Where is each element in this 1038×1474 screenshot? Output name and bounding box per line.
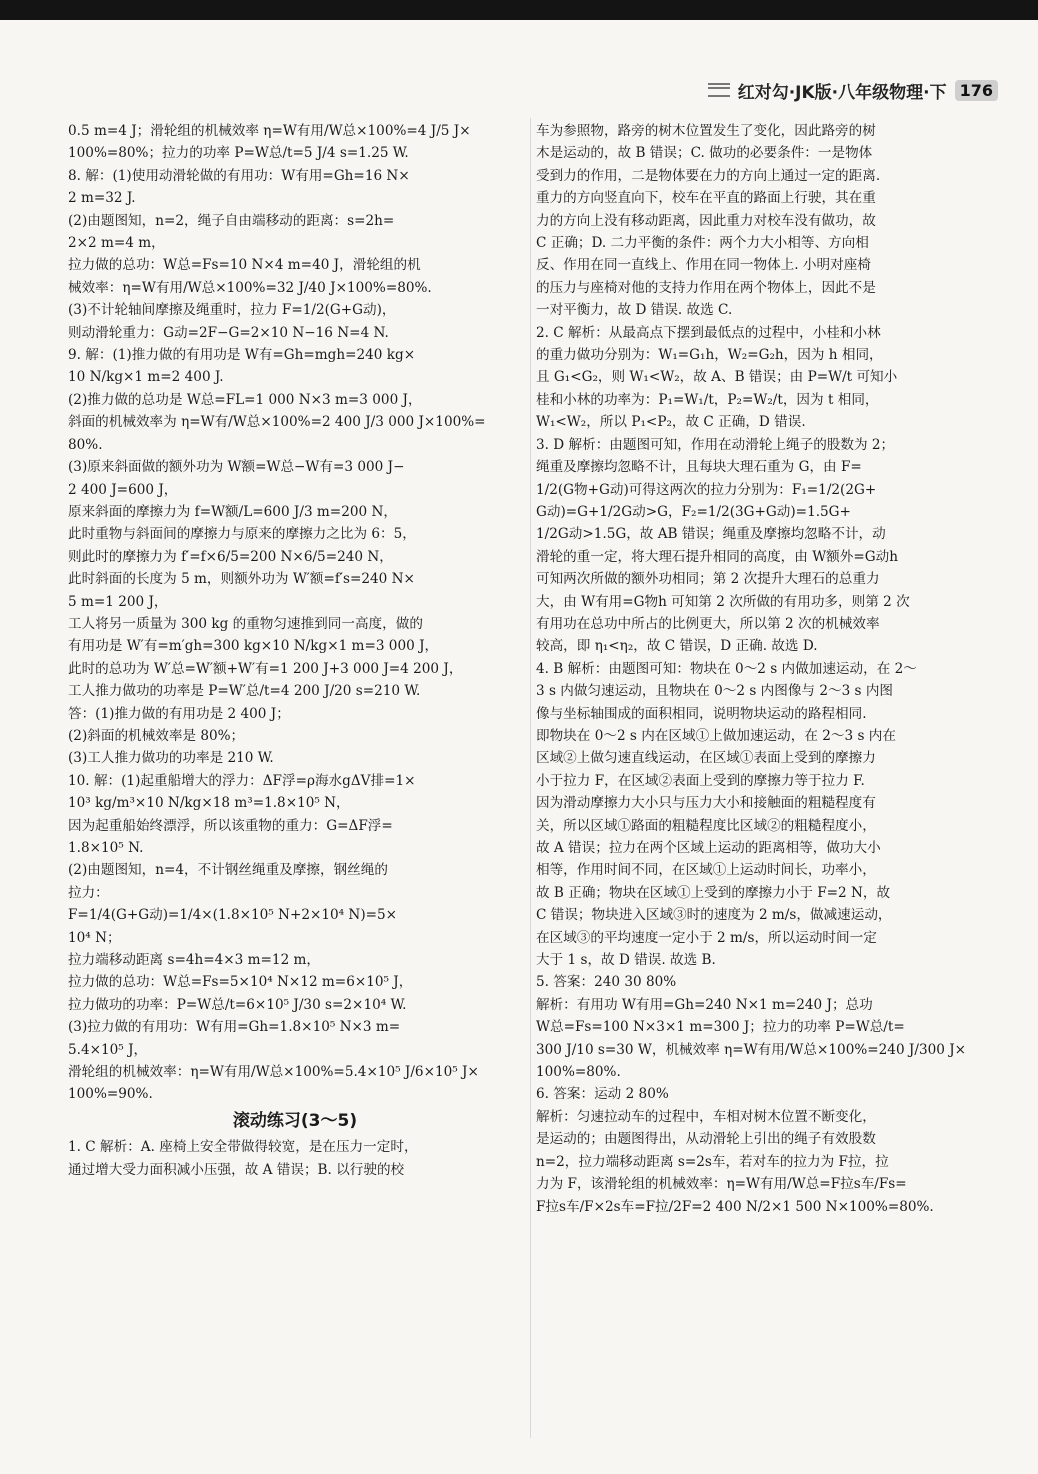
text-line: 的压力与座椅对他的支持力作用在两个物体上，因此不是 <box>536 279 876 296</box>
text-line: 100%=80%. <box>536 1064 621 1081</box>
text-line: 此时斜面的长度为 5 m，则额外功为 W′额=f′s=240 N× <box>68 571 415 588</box>
text-line: 80%. <box>68 436 103 453</box>
text-line: 此时重物与斜面间的摩擦力与原来的摩擦力之比为 6：5， <box>68 526 416 543</box>
text-line: 4. B 解析：由题图可知：物块在 0～2 s 内做加速运动，在 2～ <box>536 660 917 677</box>
text-line: 2. C 解析：从最高点下摆到最低点的过程中，小桂和小林 <box>536 324 881 341</box>
header-decoration-icon <box>708 83 730 97</box>
text-line: (2)推力做的总功是 W总=FL=1 000 N×3 m=3 000 J， <box>68 391 422 408</box>
text-line: 较高，即 η₁<η₂，故 C 错误，D 正确. 故选 D. <box>536 638 818 655</box>
text-line: 0.5 m=4 J；滑轮组的机械效率 η=W有用/W总×100%=4 J/5 J× <box>68 123 471 139</box>
text-line: 是运动的；由题图得出，从动滑轮上引出的绳子有效股数 <box>536 1131 876 1148</box>
text-line: (3)拉力做的有用功：W有用=Gh=1.8×10⁵ N×3 m= <box>68 1019 401 1036</box>
text-line: G动)=G+1/2G动>G，F₂=1/2(3G+G动)=1.5G+ <box>536 503 851 520</box>
text-line: 1. C 解析：A. 座椅上安全带做得较宽，是在压力一定时， <box>68 1139 418 1156</box>
text-line: 有用功是 W′有=m′gh=300 kg×10 N/kg×1 m=3 000 J， <box>68 638 439 655</box>
text-line: 因为滑动摩擦力大小只与压力大小和接触面的粗糙程度有 <box>536 795 876 812</box>
text-line: 解析：匀速拉动车的过程中，车相对树木位置不断变化， <box>536 1108 876 1125</box>
text-line: 滑轮组的机械效率：η=W有用/W总×100%=5.4×10⁵ J/6×10⁵ J× <box>68 1064 479 1081</box>
text-line: 10³ kg/m³×10 N/kg×18 m³=1.8×10⁵ N， <box>68 795 350 812</box>
text-line: 大，由 W有用=G物h 可知第 2 次所做的有用功多，则第 2 次 <box>536 593 910 610</box>
text-line: 可知两次所做的额外功相同；第 2 次提升大理石的总重力 <box>536 571 880 588</box>
text-line: 工人将另一质量为 300 kg 的重物匀速推到同一高度，做的 <box>68 615 423 632</box>
text-line: 1/2G动>1.5G，故 AB 错误；绳重及摩擦均忽略不计，动 <box>536 526 886 543</box>
text-line: n=2，拉力端移动距离 s=2s车，若对车的拉力为 F拉，拉 <box>536 1153 889 1170</box>
text-line: 故 A 错误；拉力在两个区域上运动的距离相等，做功大小 <box>536 840 881 856</box>
text-line: 100%=80%；拉力的功率 P=W总/t=5 J/4 s=1.25 W. <box>68 145 409 162</box>
text-line: 拉力端移动距离 s=4h=4×3 m=12 m， <box>68 952 321 969</box>
text-line: 力为 F，该滑轮组的机械效率：η=W有用/W总=F拉s车/Fs= <box>536 1176 907 1193</box>
text-line: 拉力做的总功：W总=Fs=5×10⁴ N×12 m=6×10⁵ J， <box>68 974 413 991</box>
text-line: (2)斜面的机械效率是 80%； <box>68 727 245 744</box>
text-line: (3)不计轮轴间摩擦及绳重时，拉力 F=1/2(G+G动)， <box>68 302 396 319</box>
text-line: 拉力： <box>68 884 109 901</box>
page-header <box>708 78 998 102</box>
text-line: C 正确；D. 二力平衡的条件：两个力大小相等、方向相 <box>536 235 869 252</box>
text-line: 滑轮的重一定，将大理石提升相同的高度，由 W额外=G动h <box>536 548 898 565</box>
text-line: F=1/4(G+G动)=1/4×(1.8×10⁵ N+2×10⁴ N)=5× <box>68 907 398 924</box>
text-line: 2 400 J=600 J， <box>68 481 178 498</box>
text-line: 8. 解：(1)使用动滑轮做的有用功：W有用=Gh=16 N× <box>68 167 410 184</box>
text-line: 绳重及摩擦均忽略不计，且每块大理石重为 G，由 F= <box>536 459 862 476</box>
text-line: (2)由题图知，n=4，不计钢丝绳重及摩擦，钢丝绳的 <box>68 862 388 879</box>
text-line: 则动滑轮重力：G动=2F−G=2×10 N−16 N=4 N. <box>68 324 389 341</box>
text-line: (3)原来斜面做的额外功为 W额=W总−W有=3 000 J− <box>68 459 405 476</box>
text-line: 1/2(G物+G动)可得这两次的拉力分别为：F₁=1/2(2G+ <box>536 481 877 498</box>
text-line: 相等，作用时间不同，在区域①上运动时间长，功率小， <box>536 862 876 879</box>
text-line: 5 m=1 200 J， <box>68 593 168 610</box>
text-line: 300 J/10 s=30 W，机械效率 η=W有用/W总×100%=240 J/300 J× <box>536 1041 967 1058</box>
text-line: 有用功在总功中所占的比例更大，所以第 2 次的机械效率 <box>536 615 880 632</box>
text-line: 5.4×10⁵ J， <box>68 1041 148 1058</box>
text-line: 受到力的作用，二是物体要在力的方向上通过一定的距离. <box>536 167 881 184</box>
text-line: 6. 答案：运动 2 80% <box>536 1086 669 1103</box>
text-line: 此时的总功为 W′总=W′额+W′有=1 200 J+3 000 J=4 200 J， <box>68 660 463 677</box>
text-line: 械效率：η=W有用/W总×100%=32 J/40 J×100%=80%. <box>68 279 432 296</box>
text-line: 2 m=32 J. <box>68 190 136 207</box>
left-column <box>68 120 522 1181</box>
text-line: 车为参照物，路旁的树木位置发生了变化，因此路旁的树 <box>536 123 876 139</box>
text-line: 2×2 m=4 m， <box>68 235 165 252</box>
text-line: 则此时的摩擦力为 f′=f×6/5=200 N×6/5=240 N， <box>68 548 393 565</box>
text-line: 反、作用在同一直线上、作用在同一物体上. 小明对座椅 <box>536 257 871 274</box>
text-line: (3)工人推力做功的功率是 210 W. <box>68 750 274 767</box>
text-line: 拉力做功的功率：P=W总/t=6×10⁵ J/30 s=2×10⁴ W. <box>68 996 407 1013</box>
column-divider <box>530 118 531 1438</box>
text-line: 重力的方向竖直向下，校车在平直的路面上行驶，其在重 <box>536 190 876 207</box>
text-line: 的重力做功分别为：W₁=G₁h，W₂=G₂h，因为 h 相同， <box>536 347 883 364</box>
text-line: 5. 答案：240 30 80% <box>536 974 677 991</box>
text-line: 10⁴ N； <box>68 929 121 946</box>
text-line: 像与坐标轴围成的面积相同，说明物块运动的路程相同. <box>536 705 867 722</box>
text-line: 9. 解：(1)推力做的有用功是 W有=Gh=mgh=240 kg× <box>68 347 416 364</box>
text-line: 斜面的机械效率为 η=W有/W总×100%=2 400 J/3 000 J×100%= <box>68 414 486 431</box>
text-line: C 错误；物块进入区域③时的速度为 2 m/s，做减速运动， <box>536 907 892 924</box>
text-line: 大于 1 s，故 D 错误. 故选 B. <box>536 952 716 969</box>
text-line: 且 G₁<G₂，则 W₁<W₂，故 A、B 错误；由 P=W/t 可知小 <box>536 369 898 386</box>
text-line: 拉力做的总功：W总=Fs=10 N×4 m=40 J，滑轮组的机 <box>68 257 421 274</box>
text-line: W₁<W₂，所以 P₁<P₂，故 C 正确，D 错误. <box>536 414 806 431</box>
text-line: 区域②上做匀速直线运动，在区域①表面上受到的摩擦力 <box>536 750 876 767</box>
text-line: 即物块在 0～2 s 内在区域①上做加速运动，在 2～3 s 内在 <box>536 727 896 744</box>
text-line: 1.8×10⁵ N. <box>68 840 144 856</box>
text-line: 桂和小林的功率为：P₁=W₁/t，P₂=W₂/t，因为 t 相同， <box>536 391 879 408</box>
text-line: 小于拉力 F，在区域②表面上受到的摩擦力等于拉力 F. <box>536 772 865 789</box>
text-line: (2)由题图知，n=2，绳子自由端移动的距离：s=2h= <box>68 212 395 229</box>
text-line: W总=Fs=100 N×3×1 m=300 J；拉力的功率 P=W总/t= <box>536 1019 905 1036</box>
page-number: 176 <box>955 80 998 101</box>
text-line: 故 B 正确；物块在区域①上受到的摩擦力小于 F=2 N，故 <box>536 884 891 901</box>
section-title: 滚动练习(3～5) <box>232 1110 358 1131</box>
text-line: 工人推力做功的功率是 P=W′总/t=4 200 J/20 s=210 W. <box>68 683 421 700</box>
text-line: 原来斜面的摩擦力为 f=W额/L=600 J/3 m=200 N， <box>68 503 397 520</box>
text-line: F拉s车/F×2s车=F拉/2F=2 400 N/2×1 500 N×100%=80%. <box>536 1198 934 1215</box>
book-title: 红对勾·JK版·八年级物理·下 <box>737 82 947 103</box>
text-line: 10. 解：(1)起重船增大的浮力：ΔF浮=ρ海水gΔV排=1× <box>68 772 416 789</box>
text-line: 木是运动的，故 B 错误；C. 做功的必要条件：一是物体 <box>536 145 873 162</box>
text-line: 3 s 内做匀速运动，且物块在 0～2 s 内图像与 2～3 s 内图 <box>536 683 894 700</box>
top-scan-bar <box>0 0 1038 20</box>
text-line: 100%=90%. <box>68 1086 153 1103</box>
text-line: 解析：有用功 W有用=Gh=240 N×1 m=240 J；总功 <box>536 996 873 1013</box>
text-line: 3. D 解析：由题图可知，作用在动滑轮上绳子的股数为 2； <box>536 436 895 453</box>
right-column <box>536 120 996 1218</box>
text-line: 答：(1)推力做的有用功是 2 400 J； <box>68 705 290 722</box>
text-line: 一对平衡力，故 D 错误. 故选 C. <box>536 302 733 319</box>
text-line: 关，所以区域①路面的粗糙程度比区域②的粗糙程度小， <box>536 817 876 834</box>
text-line: 力的方向上没有移动距离，因此重力对校车没有做功，故 <box>536 212 876 229</box>
text-line: 因为起重船始终漂浮，所以该重物的重力：G=ΔF浮= <box>68 817 393 834</box>
text-line: 10 N/kg×1 m=2 400 J. <box>68 369 224 386</box>
text-line: 通过增大受力面积减小压强，故 A 错误；B. 以行驶的校 <box>68 1161 405 1178</box>
text-line: 在区域③的平均速度一定小于 2 m/s，所以运动时间一定 <box>536 929 877 946</box>
